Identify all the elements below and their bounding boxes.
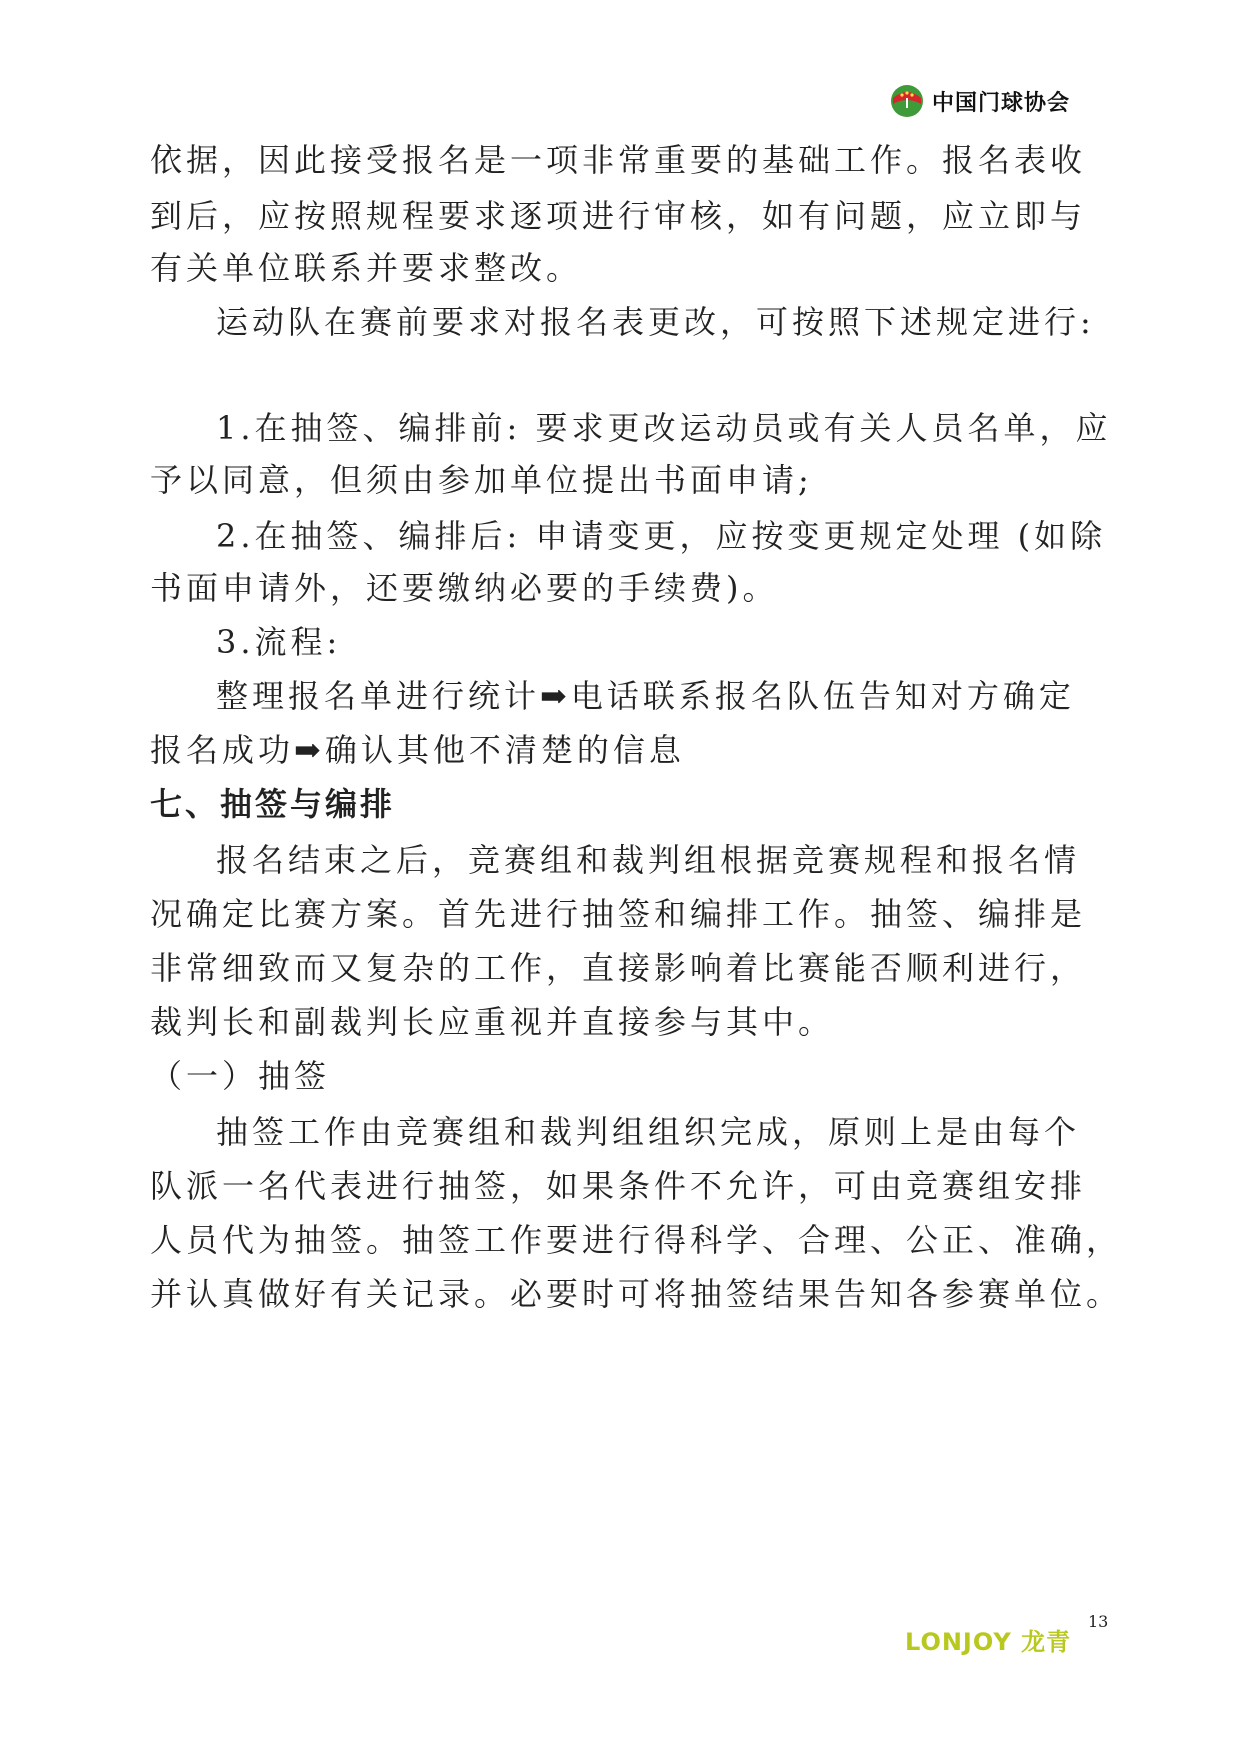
body-line: 并认真做好有关记录。必要时可将抽签结果告知各参赛单位。 <box>150 1275 1123 1313</box>
body-line: 报名结束之后，竞赛组和裁判组根据竞赛规程和报名情 <box>216 841 1081 879</box>
body-line: 有关单位联系并要求整改。 <box>150 249 583 287</box>
footer-brand-logo: LONJOY 龙青 <box>905 1628 1072 1656</box>
header-logo <box>890 84 1070 118</box>
section-heading: 七、抽签与编排 <box>150 785 396 823</box>
body-line: 人员代为抽签。抽签工作要进行得科学、合理、公正、准确， <box>150 1221 1123 1259</box>
body-line: 依据，因此接受报名是一项非常重要的基础工作。报名表收 <box>150 141 1087 179</box>
page-number: 13 <box>1088 1612 1109 1631</box>
subsection-heading: （一）抽签 <box>150 1057 331 1095</box>
body-line: 况确定比赛方案。首先进行抽签和编排工作。抽签、编排是 <box>150 895 1087 933</box>
body-line: 运动队在赛前要求对报名表更改，可按照下述规定进行: <box>216 303 1095 341</box>
header-org-name: 中国门球协会 <box>932 90 1071 116</box>
body-line: 队派一名代表进行抽签，如果条件不允许，可由竞赛组安排 <box>150 1167 1087 1205</box>
body-line: 到后，应按照规程要求逐项进行审核，如有问题，应立即与 <box>150 197 1087 235</box>
body-line: 非常细致而又复杂的工作，直接影响着比赛能否顺利进行， <box>150 949 1087 987</box>
association-emblem-icon <box>890 84 924 118</box>
list-item-1: 1.在抽签、编排前: 要求更改运动员或有关人员名单，应 <box>216 409 1112 447</box>
body-line: 裁判长和副裁判长应重视并直接参与其中。 <box>150 1003 835 1041</box>
body-line: 书面申请外，还要缴纳必要的手续费)。 <box>150 569 779 607</box>
body-line: 抽签工作由竞赛组和裁判组组织完成，原则上是由每个 <box>216 1113 1081 1151</box>
list-item-2: 2.在抽签、编排后: 申请变更，应按变更规定处理 (如除 <box>216 517 1107 555</box>
list-item-3: 3.流程: <box>216 623 342 661</box>
process-flow-line: 报名成功➡确认其他不清楚的信息 <box>150 731 685 769</box>
body-line: 予以同意，但须由参加单位提出书面申请; <box>150 461 813 499</box>
process-flow-line: 整理报名单进行统计➡电话联系报名队伍告知对方确定 <box>216 677 1075 715</box>
